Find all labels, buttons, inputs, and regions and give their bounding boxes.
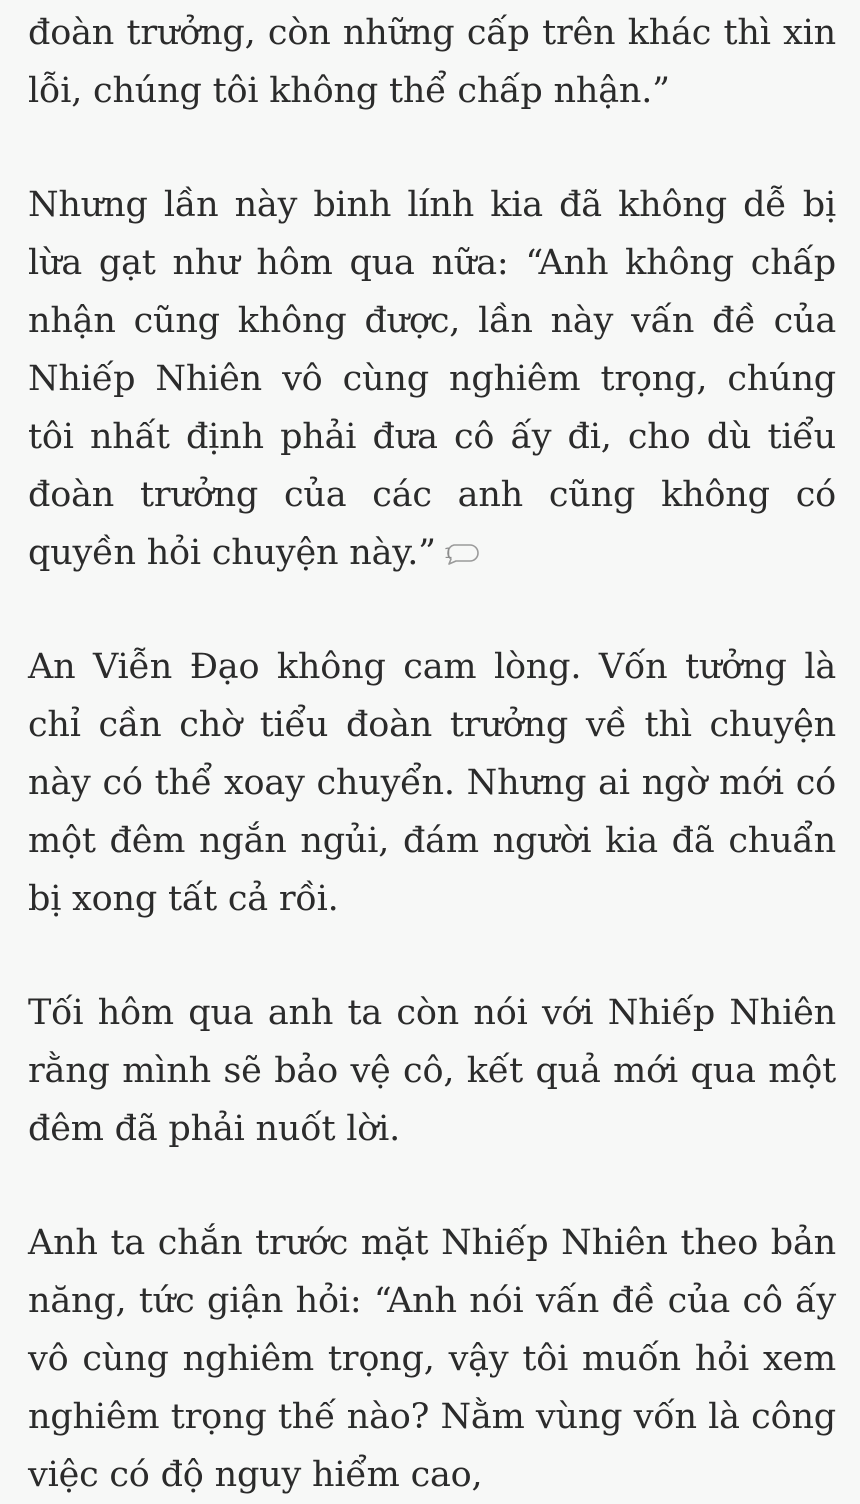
paragraph: Tối hôm qua anh ta còn nói với Nhiếp Nhiên rằng mình sẽ bảo vệ cô, kết quả mới qua một đêm đã phải nuốt lời. xyxy=(28,993,836,1149)
paragraph: đoàn trưởng, còn những cấp trên khác thì xin lỗi, chúng tôi không thể chấp nhận.” xyxy=(28,13,836,111)
paragraph-text: Nhưng lần này binh lính kia đã không dễ bị lừa gạt như hôm qua nữa: “Anh không chấp nhận cũng không được, lần này vấn đề của Nhiếp Nhiên vô cùng nghiêm trọng, chúng tôi nhất định phải đưa cô ấy đi, cho dù tiểu đoàn trưởng của các anh cũng không có quyền hỏi chuyện này.” xyxy=(28,185,836,573)
paragraph: Anh ta chắn trước mặt Nhiếp Nhiên theo bản năng, tức giận hỏi: “Anh nói vấn đề của cô ấy vô cùng nghiêm trọng, vậy tôi muốn hỏi xem nghiêm trọng thế nào? Nằm vùng vốn là công việc có độ nguy hiểm cao, xyxy=(28,1223,836,1495)
comment-count: 1 xyxy=(443,546,453,562)
paragraph: An Viễn Đạo không cam lòng. Vốn tưởng là chỉ cần chờ tiểu đoàn trưởng về thì chuyện này có thể xoay chuyển. Nhưng ai ngờ mới có một đêm ngắn ngủi, đám người kia đã chuẩn bị xong tất cả rồi. xyxy=(28,647,836,919)
paragraph-with-comment xyxy=(28,176,836,582)
comment-badge[interactable] xyxy=(444,543,478,565)
chapter-text xyxy=(28,4,836,1504)
